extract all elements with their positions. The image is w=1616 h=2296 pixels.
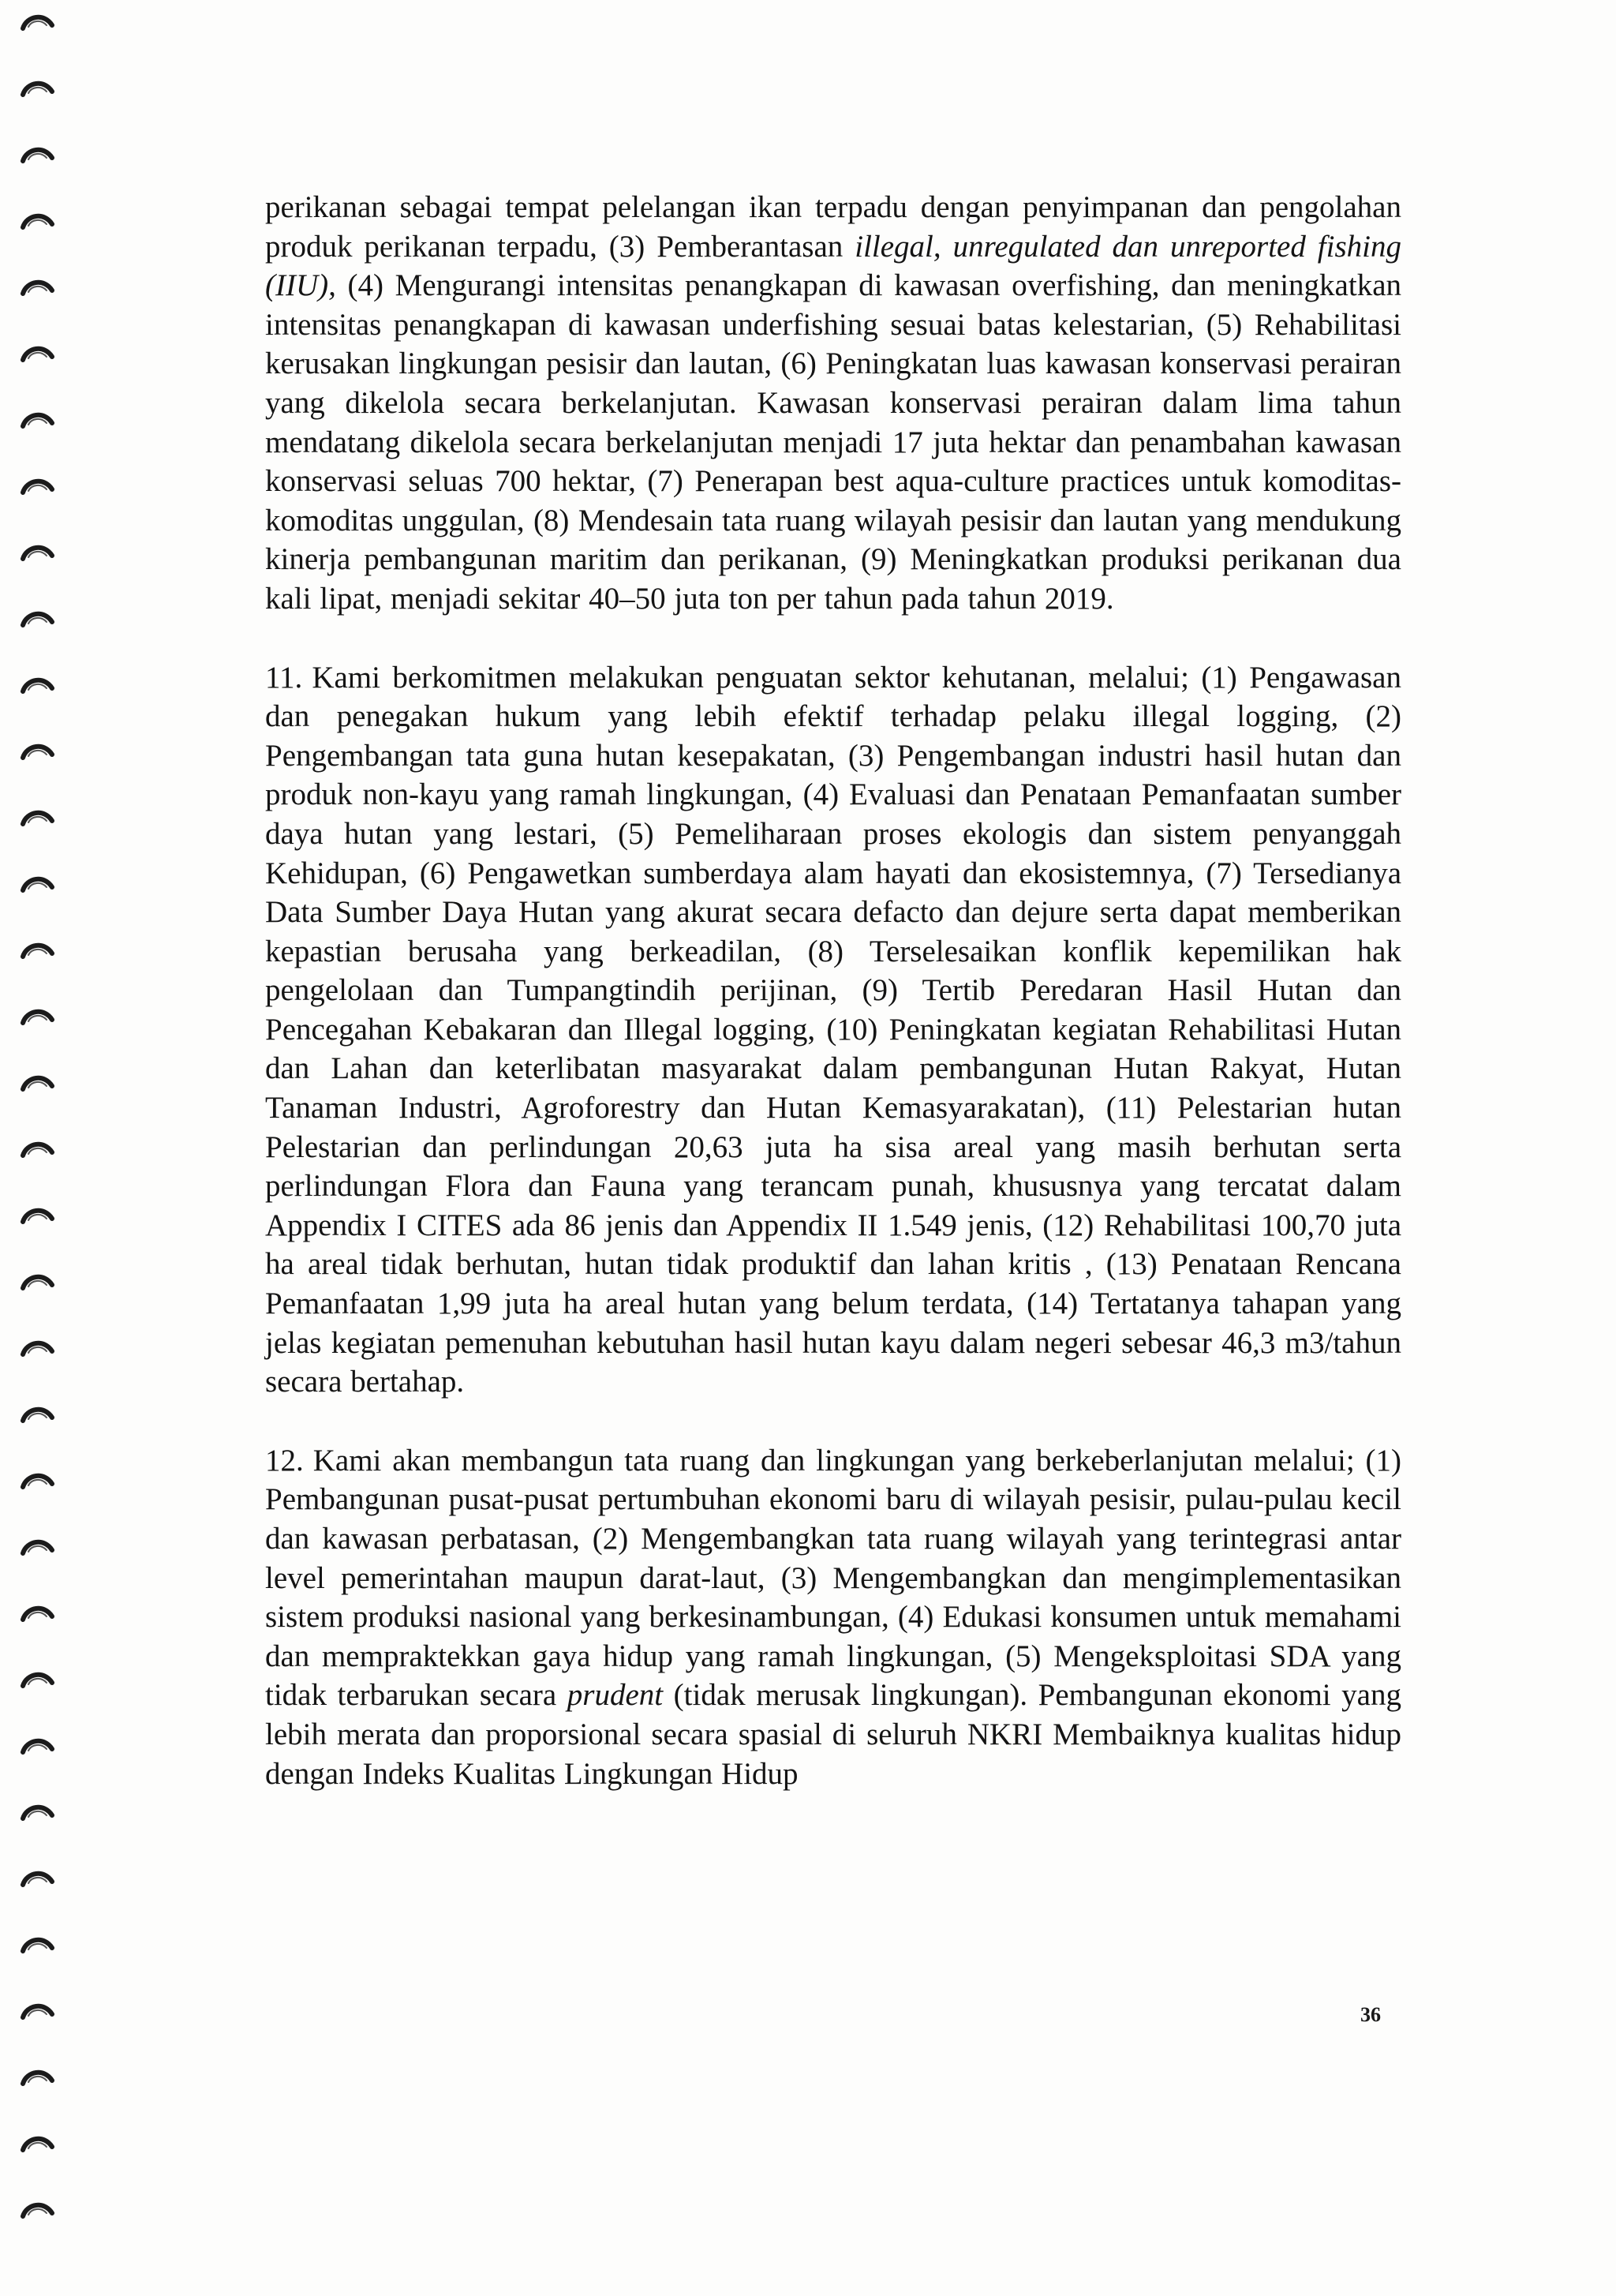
binding-ring [21, 77, 55, 98]
text-segment: Kami akan membangun tata ruang dan lingkungan yang berkeberlanjutan melalui; (1) Pembangunan pusat-pusat pertumbuhan ekonomi baru di wilayah pesisir, pulau-pulau kecil dan kawasan perbatasan, (2) Mengembangkan tata ruang wilayah yang terintegrasi antar level pemerintahan maupun darat-laut, (3) Mengembangkan dan mengimplementasikan sistem produksi nasional yang berkesinambungan, (4) Edukasi konsumen untuk memahami dan mempraktekkan gaya hidup yang ramah lingkungan, (5) Mengeksploitasi SDA yang tidak terbarukan secara [265, 1443, 1401, 1713]
text-segment: Kami berkomitmen melakukan penguatan sektor kehutanan, melalui; (1) Pengawasan dan penegakan hukum yang lebih efektif terhadap pelaku illegal logging, (2) Pengembangan tata guna hutan kesepakatan, (3) Pengembangan industri hasil hutan dan produk non-kayu yang ramah lingkungan, (4) Evaluasi dan Penataan Pemanfaatan sumber daya hutan yang lestari, (5) Pemeliharaan proses ekologis dan sistem penyanggah Kehidupan, (6) Pengawetkan sumberdaya alam hayati dan ekosistemnya, (7) Tersedianya Data Sumber Daya Hutan yang akurat secara defacto dan dejure serta dapat memberikan kepastian berusaha yang berkeadilan, (8) Terselesaikan konflik kepemilikan hak pengelolaan dan Tumpangtindih perijinan, (9) Tertib Peredaran Hasil Hutan dan Pencegahan Kebakaran dan Illegal logging, (10) Peningkatan kegiatan Rehabilitasi Hutan dan Lahan dan keterlibatan masyarakat dalam pembangunan Hutan Rakyat, Hutan Tanaman Industri, Agroforestry dan Hutan Kemasyarakatan), (11) Pelestarian hutan Pelestarian dan perlindungan 20,63 juta ha sisa areal yang masih berhutan serta perlindungan Flora dan Fauna yang terancam punah, khususnya yang tercatat dalam Appendix I CITES ada 86 jenis dan Appendix II 1.549 jenis, (12) Rehabilitasi 100,70 juta ha areal tidak berhutan, hutan tidak produktif dan lahan kritis , (13) Penataan Rencana Pemanfaatan 1,99 juta ha areal hutan yang belum terdata, (14) Tertatanya tahapan yang jelas kegiatan pemenuhan kebutuhan hasil hutan kayu dalam negeri sebesar 46,3 m3/tahun secara bertahap. [265, 660, 1401, 1399]
binding-ring [21, 807, 55, 827]
binding-ring [21, 409, 55, 429]
binding-ring [21, 1669, 55, 1689]
binding-ring [21, 1934, 55, 1954]
binding-ring [21, 343, 55, 363]
text-segment-italic: illegal, unregulated dan unreported fishing (IIU), [265, 229, 1401, 303]
text-segment: (tidak merusak lingkungan). Pembangunan ekonomi yang lebih merata dan proporsional secara spasial di seluruh NKRI Membaiknya kualitas hidup dengan Indeks Kualitas Lingkungan Hidup [265, 1678, 1401, 1791]
text-segment: perikanan sebagai tempat pelelangan ikan terpadu dengan penyimpanan dan pengolahan produk perikanan terpadu, (3) Pemberantasan [265, 190, 1401, 264]
paragraph-fisheries [265, 188, 1401, 619]
binding-ring [21, 2066, 55, 2087]
binding-ring [21, 11, 55, 32]
binding-ring [21, 873, 55, 893]
binding-ring [21, 1072, 55, 1092]
binding-ring [21, 2133, 55, 2153]
binding-ring [21, 1867, 55, 1888]
binding-ring [21, 1204, 55, 1225]
binding-ring [21, 1536, 55, 1556]
binding-ring [21, 1337, 55, 1358]
binding-ring [21, 1403, 55, 1424]
document-body [265, 188, 1401, 1793]
binding-ring [21, 2199, 55, 2219]
binding-ring [21, 144, 55, 164]
binding-ring [21, 1801, 55, 1822]
text-segment-italic: prudent [567, 1678, 664, 1713]
text-segment: (4) Mengurangi intensitas penangkapan di kawasan overfishing, dan meningkatkan intensitas penangkapan di kawasan underfishing sesuai batas kelestarian, (5) Rehabilitasi kerusakan lingkungan pesisir dan lautan, (6) Peningkatan luas kawasan konservasi perairan yang dikelola secara berkelanjutan. Kawasan konservasi perairan dalam lima tahun mendatang dikelola secara berkelanjutan menjadi 17 juta hektar dan penambahan kawasan konservasi seluas 700 hektar, (7) Penerapan best aqua-culture practices untuk komoditas-komoditas unggulan, (8) Mendesain tata ruang wilayah pesisir dan lautan yang mendukung kinerja pembangunan maritim dan perikanan, (9) Meningkatkan produksi perikanan dua kali lipat, menjadi sekitar 40–50 juta ton per tahun pada tahun 2019. [265, 268, 1401, 616]
spiral-binding [9, 0, 65, 2296]
binding-ring [21, 1735, 55, 1755]
binding-ring [21, 1470, 55, 1490]
binding-ring [21, 2000, 55, 2021]
paragraph-forestry [265, 658, 1401, 1402]
binding-ring [21, 674, 55, 695]
binding-ring [21, 740, 55, 761]
paragraph-spatial-planning [265, 1441, 1401, 1793]
paragraph-number: 12. [265, 1443, 304, 1478]
binding-ring [21, 541, 55, 562]
binding-ring [21, 475, 55, 496]
binding-ring [21, 276, 55, 297]
page-number: 36 [1360, 2003, 1381, 2026]
binding-ring [21, 1138, 55, 1159]
binding-ring [21, 608, 55, 628]
binding-ring [21, 1271, 55, 1291]
binding-ring [21, 210, 55, 230]
paragraph-number: 11. [265, 660, 303, 695]
binding-ring [21, 1006, 55, 1026]
binding-ring [21, 1602, 55, 1623]
binding-ring [21, 939, 55, 960]
